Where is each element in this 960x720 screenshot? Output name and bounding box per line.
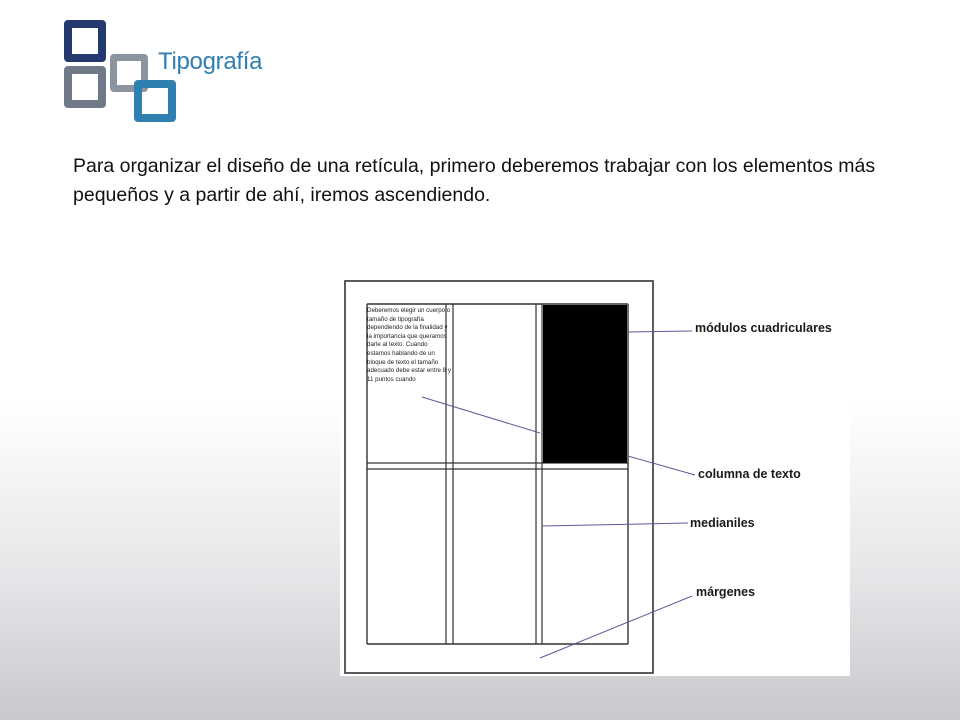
grid-diagram xyxy=(340,278,850,676)
black-module xyxy=(543,305,627,463)
label-modulos-cuadriculares: módulos cuadriculares xyxy=(695,321,832,335)
label-columna-de-texto: columna de texto xyxy=(698,467,801,481)
logo-text: Tipografía xyxy=(158,48,263,75)
intro-paragraph: Para organizar el diseño de una retícula, primero deberemos trabajar con los elementos más pequeños y a partir de ahí, iremos ascendiendo. xyxy=(73,155,876,206)
logo-square-blue xyxy=(134,80,176,122)
label-margenes: márgenes xyxy=(696,585,756,599)
logo-square-gray xyxy=(64,66,106,108)
label-medianiles: medianiles xyxy=(690,516,755,530)
column-sample-text: Deberemos elegir un cuerpo o tamaño de tipografía dependiendo de la finalidad y la importancia que queramos darle al texto. Cuando estamos hablando de un bloque de texto el tamaño adecuado debe estar entre 8 y 11 puntos cuando xyxy=(367,307,451,383)
tipografia-logo xyxy=(62,18,272,122)
logo-square-navy xyxy=(64,20,106,62)
